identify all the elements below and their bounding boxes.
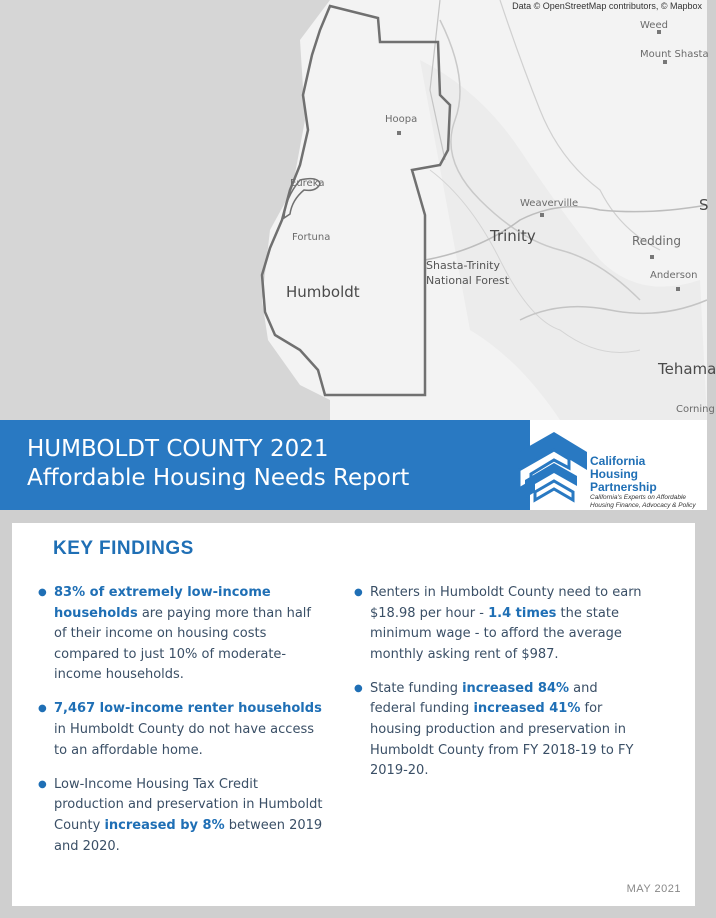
logo-tagline-line1: California's Experts on Affordable	[590, 494, 687, 501]
logo-tagline-line2: Housing Finance, Advocacy & Policy	[590, 502, 696, 509]
finding-text: are paying more than half of their income on housing costs compared to just 10% of moderate-income households.	[54, 605, 311, 683]
bullet-icon: ●	[38, 587, 47, 598]
report-date: MAY 2021	[626, 883, 681, 895]
finding-text: Renters in Humboldt County need to earn $18.98 per hour -	[370, 585, 642, 621]
logo-tagline	[590, 494, 702, 510]
finding-text: in Humboldt County do not have access to an affordable home.	[54, 722, 314, 758]
finding-text: between 2019 and 2020.	[54, 817, 323, 854]
findings-column-right	[353, 583, 643, 795]
highway-marker	[663, 60, 667, 64]
finding-text: State funding	[370, 680, 463, 696]
place-eureka: Eureka	[290, 178, 325, 189]
logo-name-line1: California	[590, 454, 646, 468]
findings-column-left	[37, 583, 327, 871]
place-tehama: Tehama	[658, 360, 716, 378]
finding-highlight: 83% of extremely low-income households	[54, 585, 271, 621]
highway-marker	[676, 287, 680, 291]
place-forest-line1: Shasta-Trinity	[426, 259, 500, 272]
finding-item	[37, 583, 327, 686]
finding-highlight: 7,467 low-income renter households	[54, 701, 322, 717]
finding-text: the state minimum wage - to afford the average monthly asking rent of $987.	[370, 605, 622, 662]
place-humboldt: Humboldt	[286, 283, 360, 301]
place-anderson: Anderson	[650, 270, 698, 281]
chp-logo	[517, 430, 702, 509]
finding-highlight: 1.4 times	[488, 605, 557, 621]
place-fortuna: Fortuna	[292, 232, 331, 243]
title-banner	[0, 420, 707, 510]
place-weed: Weed	[640, 20, 668, 31]
finding-highlight: increased 41%	[473, 701, 581, 717]
banner-blue-block	[0, 420, 530, 510]
bullet-icon: ●	[38, 703, 47, 715]
key-findings-heading: KEY FINDINGS	[53, 538, 194, 559]
chp-logo-mark-icon	[517, 430, 589, 505]
place-redding: Redding	[632, 234, 681, 248]
place-trinity: Trinity	[490, 227, 536, 245]
place-hoopa: Hoopa	[385, 114, 418, 125]
place-mount-shasta: Mount Shasta	[640, 49, 709, 60]
finding-item	[37, 775, 327, 857]
place-forest-line2: National Forest	[426, 274, 510, 287]
finding-highlight: increased 84%	[462, 680, 570, 696]
place-s-edge: S	[699, 196, 709, 214]
map-graphic	[0, 0, 707, 420]
finding-highlight: increased by 8%	[104, 817, 225, 833]
finding-text: for housing production and preservation in Humboldt County from FY 2018-19 to FY 2019-20.	[370, 701, 634, 779]
highway-marker	[650, 255, 654, 259]
highway-marker	[397, 131, 401, 135]
county-map	[0, 0, 716, 420]
logo-name-line2: Housing	[590, 467, 638, 481]
highway-marker	[540, 213, 544, 217]
finding-text: and federal funding	[370, 680, 598, 717]
map-attribution[interactable]: Data © OpenStreetMap contributors, © Mapbox	[512, 1, 702, 11]
bullet-icon: ●	[354, 587, 363, 598]
report-title-line2: Affordable Housing Needs Report	[27, 465, 410, 491]
key-findings-card	[12, 523, 695, 906]
finding-text: Low-Income Housing Tax Credit production and preservation in Humboldt County	[54, 776, 323, 833]
finding-item	[353, 679, 643, 782]
bullet-icon: ●	[354, 682, 363, 694]
place-corning: Corning	[676, 404, 715, 415]
place-weaverville: Weaverville	[520, 198, 579, 209]
bullet-icon: ●	[38, 778, 47, 790]
finding-item	[37, 699, 327, 761]
ocean	[0, 0, 330, 420]
findings-list-right	[353, 583, 643, 782]
findings-list-left	[37, 583, 327, 857]
logo-name	[590, 455, 657, 494]
report-title-line1: HUMBOLDT COUNTY 2021	[27, 436, 329, 462]
logo-name-line3: Partnership	[590, 480, 657, 494]
finding-item	[353, 583, 643, 665]
